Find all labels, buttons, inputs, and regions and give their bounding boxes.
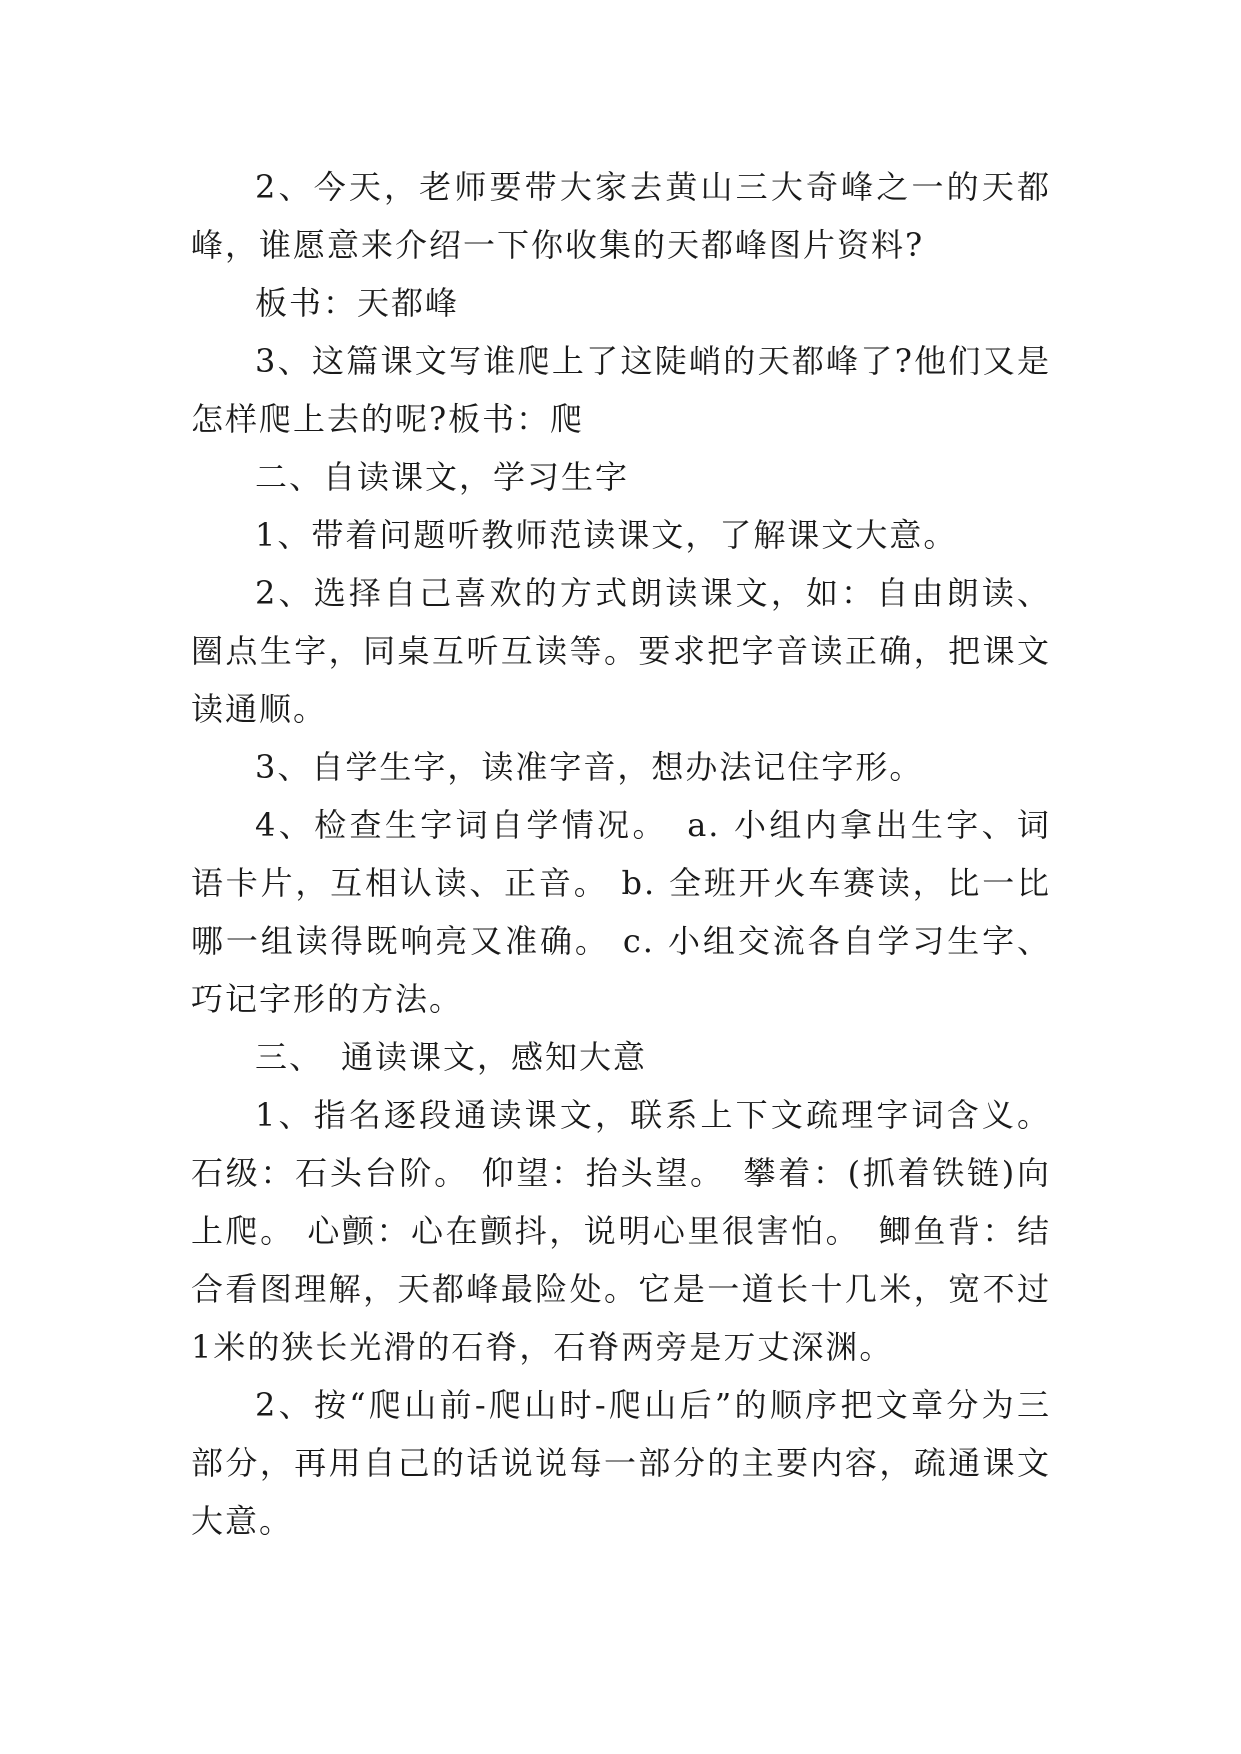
paragraph-step-2-intro: 2、今天，老师要带大家去黄山三大奇峰之一的天都峰，谁愿意来介绍一下你收集的天都峰图片资料? — [191, 168, 1051, 264]
paragraph-step-3-question: 3、这篇课文写谁爬上了这陡峭的天都峰了?他们又是怎样爬上去的呢?板书：爬 — [191, 342, 1051, 438]
document-page — [191, 158, 1051, 1550]
paragraph-divide-sections: 2、按“爬山前-爬山时-爬山后”的顺序把文章分为三部分，再用自己的话说说每一部分的主要内容，疏通课文大意。 — [191, 1386, 1051, 1540]
paragraph-word-meanings: 1、指名逐段通读课文，联系上下文疏理字词含义。 石级：石头台阶。 仰望：抬头望。 攀着：(抓着铁链)向上爬。 心颤：心在颤抖，说明心里很害怕。 鲫鱼背：结合看图理解，天都峰最险处。它是一道长十几米，宽不过1米的狭长光滑的石脊，石脊两旁是万丈深渊。 — [191, 1096, 1051, 1366]
paragraph-listen-reading: 1、带着问题听教师范读课文，了解课文大意。 — [255, 516, 958, 554]
paragraph-blackboard-title: 板书：天都峰 — [255, 284, 460, 322]
paragraph-check-vocabulary: 4、检查生字词自学情况。 a. 小组内拿出生字、词语卡片，互相认读、正音。 b. 全班开火车赛读，比一比哪一组读得既响亮又准确。 c. 小组交流各自学习生字、巧记字形的方法。 — [191, 806, 1051, 1018]
paragraph-choose-reading-method: 2、选择自己喜欢的方式朗读课文，如：自由朗读、圈点生字，同桌互听互读等。要求把字音读正确，把课文读通顺。 — [191, 574, 1051, 728]
section-heading-self-reading: 二、自读课文，学习生字 — [255, 458, 630, 496]
section-heading-read-through: 三、 通读课文，感知大意 — [255, 1038, 648, 1076]
paragraph-self-study-characters: 3、自学生字，读准字音，想办法记住字形。 — [255, 748, 924, 786]
